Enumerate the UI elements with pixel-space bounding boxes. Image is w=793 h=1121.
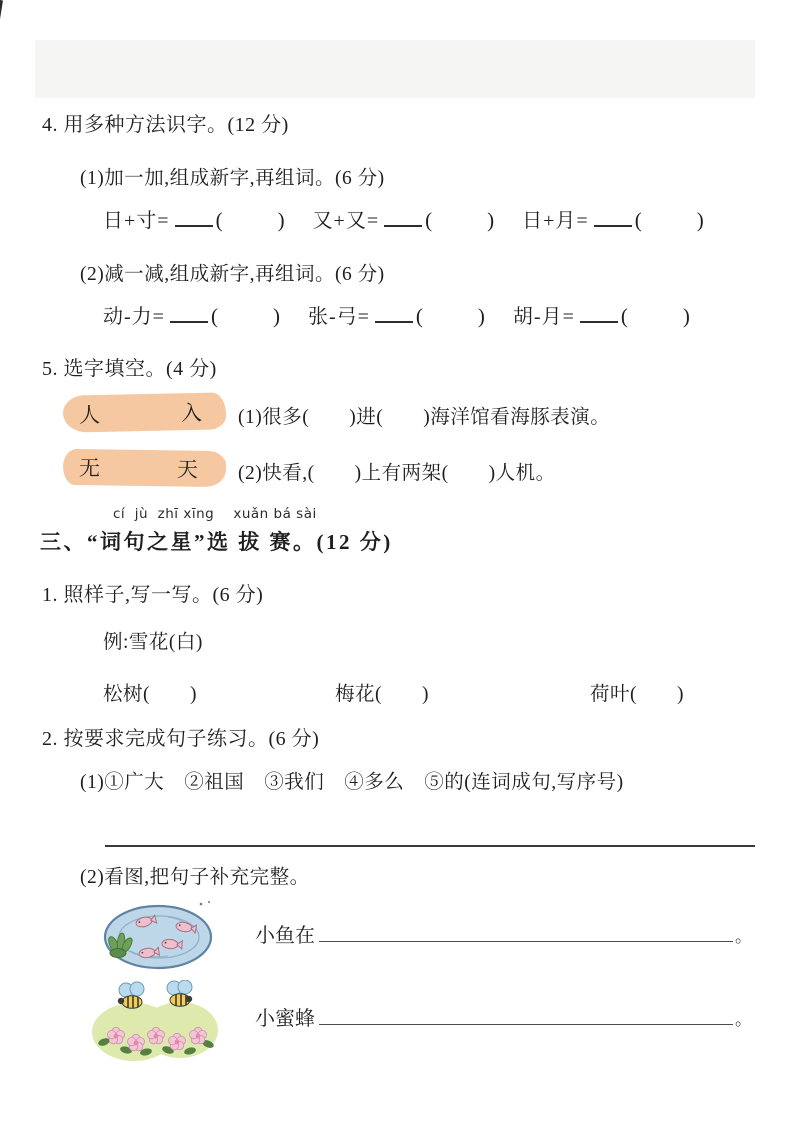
equation-sub-3: [513, 300, 691, 329]
choice-char: 入: [180, 400, 203, 425]
question-4-title: 4. 用多种方法识字。(12 分): [42, 114, 289, 136]
bee-2: [167, 980, 192, 1006]
choice-char: 人: [78, 402, 101, 427]
equation-text: 动-力=: [103, 306, 165, 328]
word-item-1: 松树( ): [103, 684, 197, 705]
equation-add-1: [103, 204, 286, 233]
section3-q2-part2: (2)看图,把句子补充完整。: [80, 867, 310, 888]
equation-sub-1: [103, 300, 281, 329]
answer-blank: [384, 211, 422, 227]
question-4-part2-title: (2)减一减,组成新字,再组词。(6 分): [80, 264, 385, 285]
section3-q1-example: 例:雪花(白): [103, 632, 203, 653]
question-5-title: 5. 选字填空。(4 分): [42, 358, 217, 380]
paren-close: ): [487, 208, 496, 232]
answer-blank: [594, 211, 632, 227]
sentence-period: 。: [735, 1010, 752, 1029]
equation-text: 又+又=: [312, 210, 380, 232]
answer-line: [105, 845, 755, 847]
equation-text: 日+寸=: [103, 210, 170, 232]
paren-close: ): [682, 304, 691, 328]
paren-open: (: [634, 208, 643, 232]
answer-blank: [580, 307, 618, 323]
fish-sentence-prefix: 小鱼在: [255, 925, 315, 947]
choice-char: 天: [176, 457, 199, 482]
question-5-sentence-2: (2)快看,( )上有两架( )人机。: [238, 463, 556, 484]
sentence-period: 。: [735, 927, 752, 946]
fish-answer-blank: [319, 920, 733, 942]
paren-close: ): [696, 208, 705, 232]
paren-open: (: [210, 304, 219, 328]
equation-sub-2: [308, 300, 486, 329]
question-4-part1-title: (1)加一加,组成新字,再组词。(6 分): [80, 168, 385, 189]
bees-flowers-illustration: [90, 980, 222, 1066]
paren-open: (: [425, 208, 434, 232]
choice-highlight-2: [63, 449, 226, 487]
word-item-2: 梅花( ): [335, 684, 429, 705]
fish-sentence-row: [255, 919, 752, 948]
answer-blank: [375, 307, 413, 323]
paren-open: (: [620, 304, 629, 328]
word-item-3: 荷叶( ): [590, 684, 684, 705]
equation-text: 日+月=: [522, 210, 589, 232]
equation-text: 张-弓=: [307, 306, 370, 328]
paren-close: ): [272, 304, 281, 328]
paren-open: (: [415, 304, 424, 328]
section-3-title: 三、“词句之星”选 拔 赛。(12 分): [40, 530, 393, 554]
choice-highlight-1: [63, 392, 227, 432]
bee-sentence-row: [255, 1002, 752, 1031]
add-equations-row: [103, 204, 705, 233]
answer-blank: [170, 307, 208, 323]
paren-close: ): [477, 304, 486, 328]
scan-artifact-mark: [0, 0, 3, 40]
paren-open: (: [215, 208, 224, 232]
sub-equations-row: [103, 300, 691, 329]
bee-answer-blank: [319, 1003, 733, 1025]
paren-close: ): [277, 208, 286, 232]
question-5-sentence-1: (1)很多( )进( )海洋馆看海豚表演。: [238, 407, 611, 428]
section3-q2-part1: (1)①广大 ②祖国 ③我们 ④多么 ⑤的(连词成句,写序号): [80, 772, 624, 793]
header-band: [35, 40, 755, 98]
choice-char: 无: [78, 456, 101, 481]
bee-sentence-prefix: 小蜜蜂: [255, 1008, 315, 1030]
equation-add-2: [313, 204, 496, 233]
section3-q2-title: 2. 按要求完成句子练习。(6 分): [42, 728, 320, 750]
equation-text: 胡-月=: [512, 306, 575, 328]
pond-fish-illustration: [98, 897, 216, 979]
section3-q1-title: 1. 照样子,写一写。(6 分): [42, 584, 264, 606]
equation-add-3: [522, 204, 705, 233]
answer-blank: [175, 211, 213, 227]
section-3-pinyin: cí jù zhī xīng xuǎn bá sài: [113, 506, 317, 522]
